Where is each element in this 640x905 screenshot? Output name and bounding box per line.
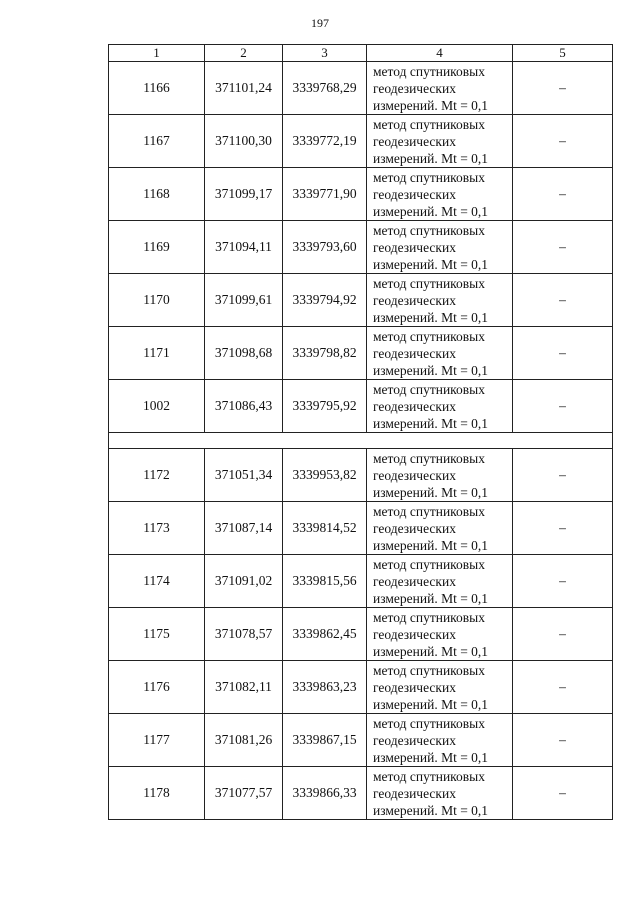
y-coordinate-cell: 3339867,15 [283,714,367,767]
table-row [109,274,613,327]
method-cell [367,327,513,380]
method-line: геодезических [373,345,456,361]
point-id-cell: 1167 [109,115,205,168]
method-line: метод спутниковых [373,768,485,784]
note-cell: – [513,502,613,555]
x-coordinate-cell: 371051,34 [205,449,283,502]
y-coordinate-cell: 3339953,82 [283,449,367,502]
x-coordinate-cell: 371078,57 [205,608,283,661]
method-line: метод спутниковых [373,381,485,397]
method-line: измерений. Mt = 0,1 [373,643,489,659]
x-coordinate-cell: 371086,43 [205,380,283,433]
method-cell [367,449,513,502]
y-coordinate-cell: 3339768,29 [283,62,367,115]
method-line: геодезических [373,626,456,642]
table-row [109,661,613,714]
point-id-cell: 1173 [109,502,205,555]
method-line: измерений. Mt = 0,1 [373,97,489,113]
method-line: измерений. Mt = 0,1 [373,309,489,325]
point-id-cell: 1175 [109,608,205,661]
y-coordinate-cell: 3339771,90 [283,168,367,221]
method-line: измерений. Mt = 0,1 [373,484,489,500]
header-cell-3: 3 [283,45,367,62]
point-id-cell: 1176 [109,661,205,714]
method-line: геодезических [373,398,456,414]
note-cell: – [513,115,613,168]
note-cell: – [513,555,613,608]
note-cell: – [513,608,613,661]
x-coordinate-cell: 371082,11 [205,661,283,714]
method-line: измерений. Mt = 0,1 [373,150,489,166]
table-row [109,221,613,274]
method-line: метод спутниковых [373,222,485,238]
x-coordinate-cell: 371091,02 [205,555,283,608]
table-row [109,62,613,115]
note-cell: – [513,380,613,433]
y-coordinate-cell: 3339794,92 [283,274,367,327]
note-cell: – [513,221,613,274]
method-cell [367,380,513,433]
table-row [109,608,613,661]
y-coordinate-cell: 3339795,92 [283,380,367,433]
point-id-cell: 1170 [109,274,205,327]
method-line: геодезических [373,186,456,202]
method-line: геодезических [373,573,456,589]
method-cell [367,555,513,608]
table-row [109,380,613,433]
method-cell [367,274,513,327]
method-line: измерений. Mt = 0,1 [373,256,489,272]
header-cell-1: 1 [109,45,205,62]
y-coordinate-cell: 3339862,45 [283,608,367,661]
header-cell-2: 2 [205,45,283,62]
table-row [109,502,613,555]
y-coordinate-cell: 3339772,19 [283,115,367,168]
point-id-cell: 1171 [109,327,205,380]
coordinates-table [108,44,613,820]
method-line: измерений. Mt = 0,1 [373,362,489,378]
method-line: метод спутниковых [373,450,485,466]
method-line: геодезических [373,239,456,255]
method-line: метод спутниковых [373,63,485,79]
method-line: метод спутниковых [373,328,485,344]
table-row [109,714,613,767]
note-cell: – [513,274,613,327]
note-cell: – [513,767,613,820]
point-id-cell: 1177 [109,714,205,767]
note-cell: – [513,661,613,714]
point-id-cell: 1002 [109,380,205,433]
note-cell: – [513,327,613,380]
method-cell [367,608,513,661]
method-line: измерений. Mt = 0,1 [373,537,489,553]
note-cell: – [513,449,613,502]
table-row [109,555,613,608]
method-line: измерений. Mt = 0,1 [373,203,489,219]
x-coordinate-cell: 371077,57 [205,767,283,820]
method-line: метод спутниковых [373,116,485,132]
note-cell: – [513,714,613,767]
method-line: метод спутниковых [373,609,485,625]
method-cell [367,221,513,274]
method-line: измерений. Mt = 0,1 [373,696,489,712]
table-body [109,62,613,820]
method-line: геодезических [373,679,456,695]
method-cell [367,62,513,115]
header-cell-5: 5 [513,45,613,62]
x-coordinate-cell: 371101,24 [205,62,283,115]
point-id-cell: 1169 [109,221,205,274]
point-id-cell: 1172 [109,449,205,502]
x-coordinate-cell: 371100,30 [205,115,283,168]
method-cell [367,714,513,767]
table-row [109,115,613,168]
method-line: геодезических [373,732,456,748]
x-coordinate-cell: 371087,14 [205,502,283,555]
method-line: геодезических [373,80,456,96]
method-line: геодезических [373,520,456,536]
method-line: измерений. Mt = 0,1 [373,749,489,765]
x-coordinate-cell: 371094,11 [205,221,283,274]
method-line: метод спутниковых [373,275,485,291]
table-row [109,449,613,502]
x-coordinate-cell: 371081,26 [205,714,283,767]
page-number: 197 [311,16,329,30]
method-line: измерений. Mt = 0,1 [373,415,489,431]
table-row [109,327,613,380]
method-line: геодезических [373,292,456,308]
method-cell [367,168,513,221]
method-cell [367,661,513,714]
method-line: метод спутниковых [373,662,485,678]
y-coordinate-cell: 3339815,56 [283,555,367,608]
y-coordinate-cell: 3339793,60 [283,221,367,274]
method-line: измерений. Mt = 0,1 [373,802,489,818]
method-line: метод спутниковых [373,169,485,185]
x-coordinate-cell: 371099,17 [205,168,283,221]
method-line: геодезических [373,133,456,149]
x-coordinate-cell: 371098,68 [205,327,283,380]
method-line: метод спутниковых [373,556,485,572]
y-coordinate-cell: 3339866,33 [283,767,367,820]
header-row [109,45,613,62]
method-line: метод спутниковых [373,503,485,519]
group-separator-row [109,433,613,449]
method-line: измерений. Mt = 0,1 [373,590,489,606]
method-cell [367,115,513,168]
y-coordinate-cell: 3339814,52 [283,502,367,555]
point-id-cell: 1168 [109,168,205,221]
table-row [109,168,613,221]
point-id-cell: 1166 [109,62,205,115]
note-cell: – [513,62,613,115]
method-cell [367,767,513,820]
y-coordinate-cell: 3339798,82 [283,327,367,380]
note-cell: – [513,168,613,221]
header-cell-4: 4 [367,45,513,62]
x-coordinate-cell: 371099,61 [205,274,283,327]
method-line: метод спутниковых [373,715,485,731]
point-id-cell: 1174 [109,555,205,608]
point-id-cell: 1178 [109,767,205,820]
table-row [109,767,613,820]
method-line: геодезических [373,467,456,483]
method-cell [367,502,513,555]
y-coordinate-cell: 3339863,23 [283,661,367,714]
method-line: геодезических [373,785,456,801]
